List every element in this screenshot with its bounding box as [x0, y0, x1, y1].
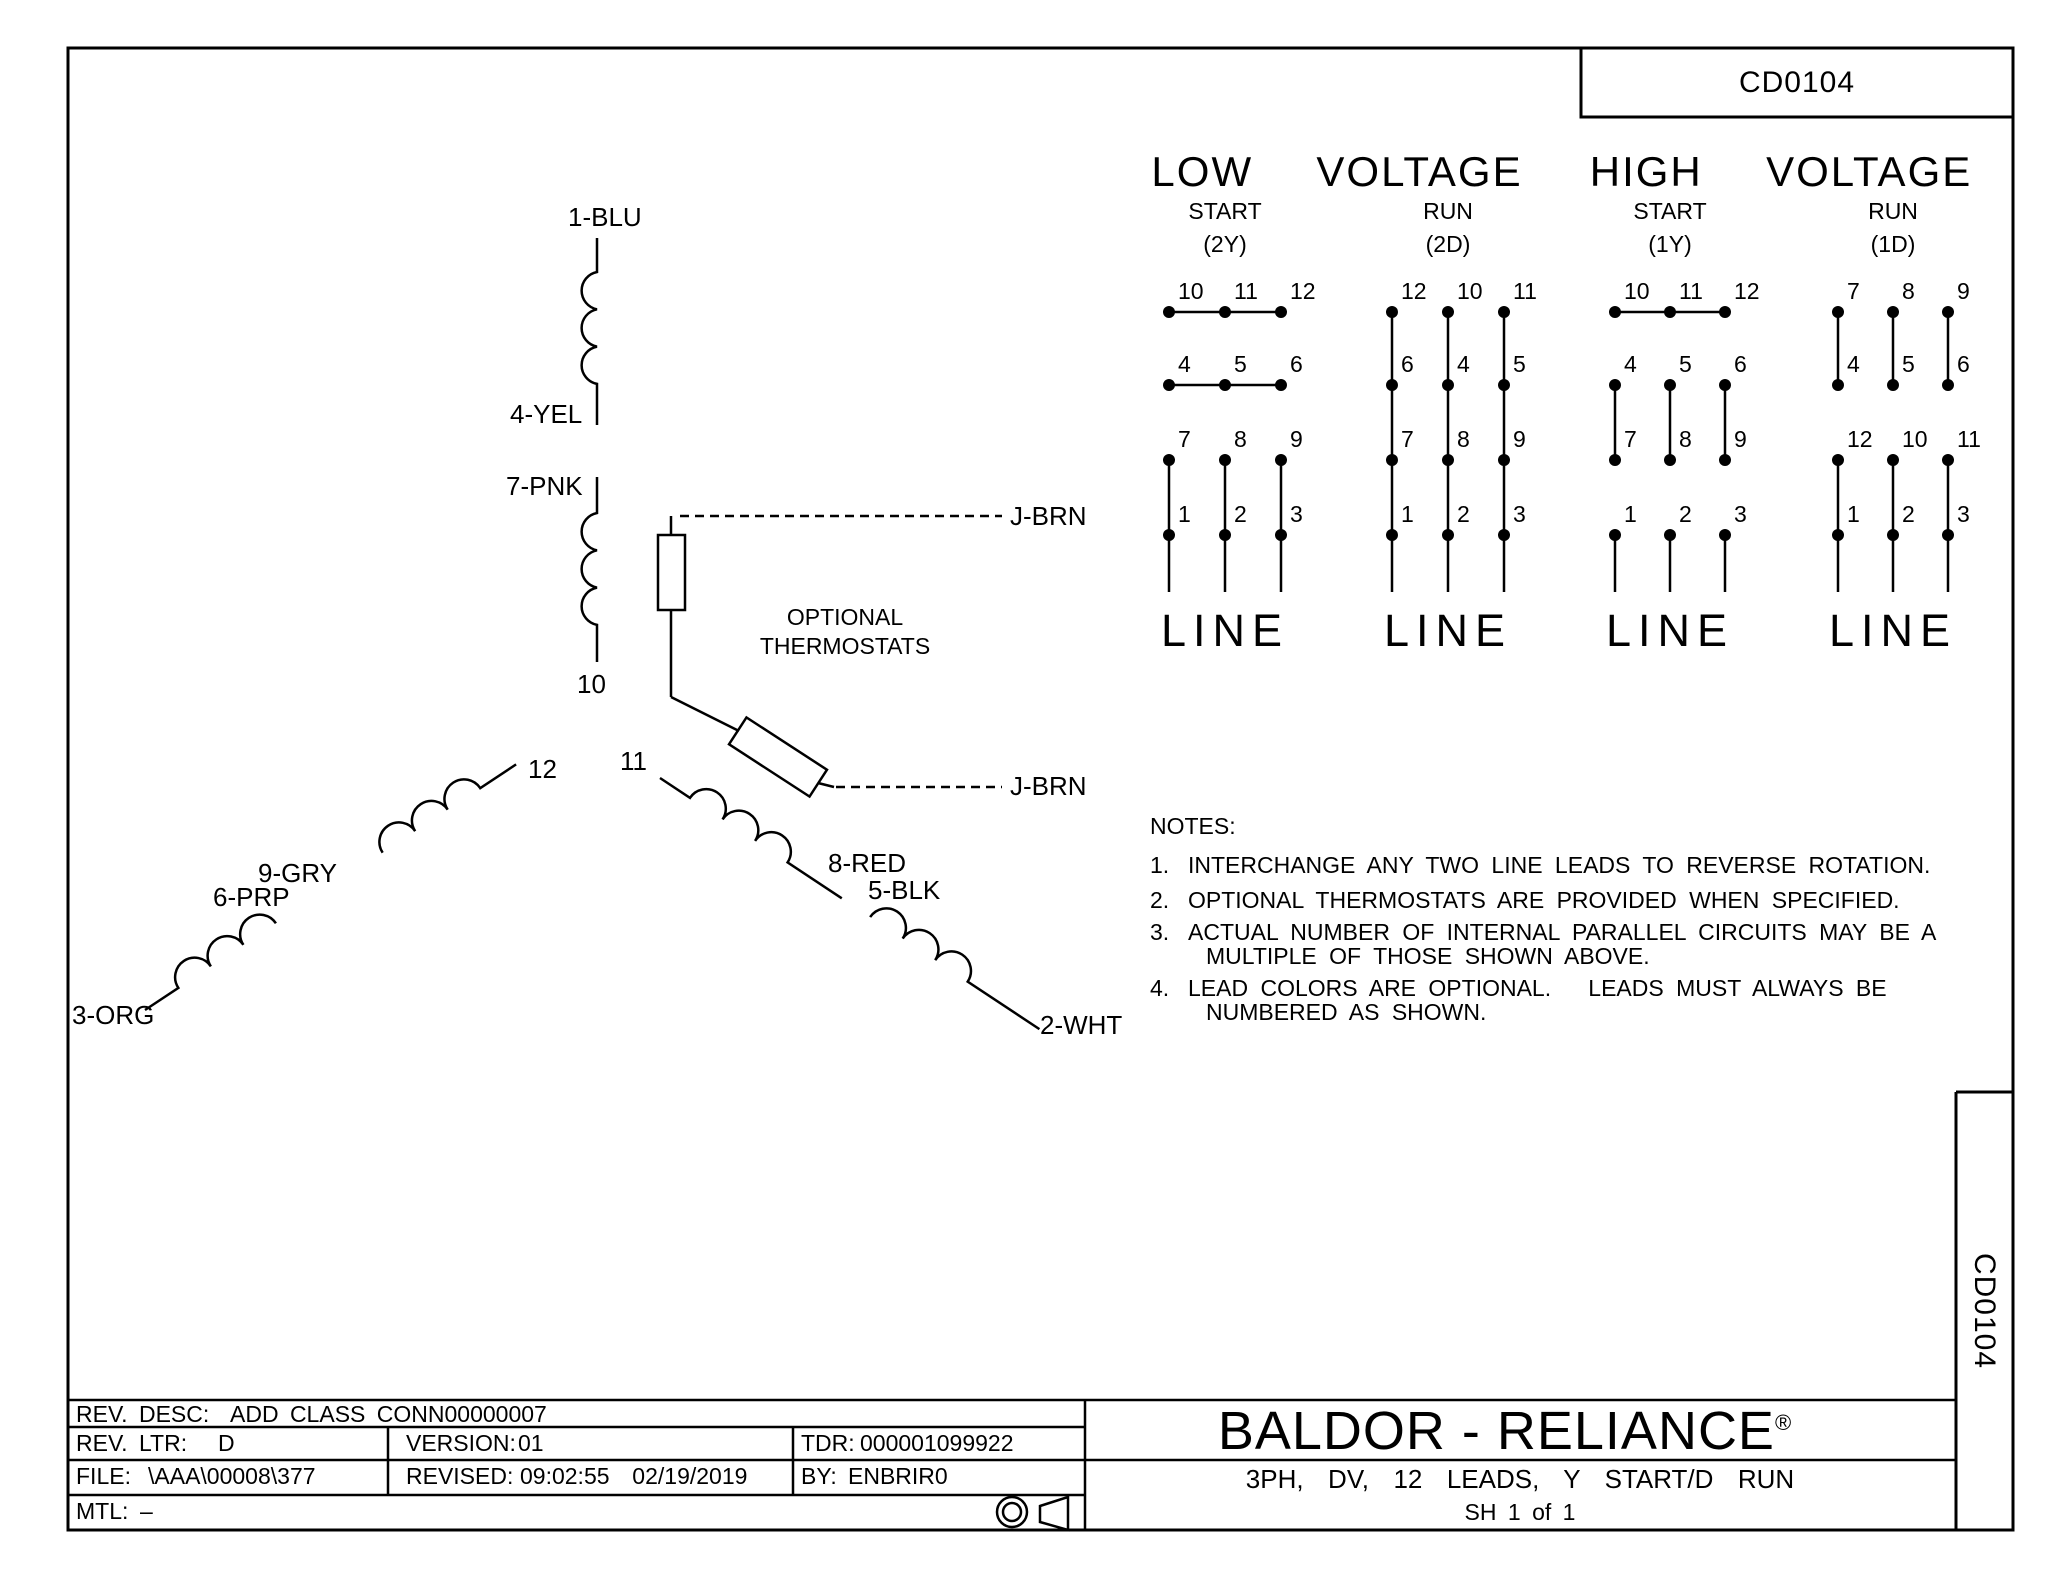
terminal-label: 1 — [1847, 501, 1860, 527]
header-start-2y: START — [1188, 198, 1262, 224]
terminal-label: 7 — [1624, 426, 1637, 452]
brand-name: BALDOR - RELIANCE — [1217, 1401, 1775, 1461]
rev-desc-value: ADD CLASS CONN00000007 — [230, 1401, 547, 1427]
terminal-label: 8 — [1234, 426, 1247, 452]
terminal-label: 11 — [1513, 278, 1537, 304]
lead-1-blu: 1-BLU — [568, 202, 642, 232]
terminal-label: 1 — [1401, 501, 1414, 527]
terminal-label: 2 — [1234, 501, 1247, 527]
notes-heading: NOTES: — [1150, 813, 1236, 839]
lead-4-yel: 4-YEL — [510, 399, 583, 429]
terminal-label: 2 — [1679, 501, 1692, 527]
terminal-label: 12 — [1847, 426, 1873, 452]
terminal-label: 1 — [1624, 501, 1637, 527]
note-1-num: 1. — [1150, 852, 1170, 878]
header-start-1y: START — [1633, 198, 1707, 224]
note-1-text: INTERCHANGE ANY TWO LINE LEADS TO REVERSE ROTATION. — [1188, 852, 1931, 878]
terminal-label: 5 — [1902, 351, 1915, 377]
lead-8-red: 8-RED — [828, 848, 907, 878]
terminal-label: 8 — [1902, 278, 1915, 304]
thermostat-2-tail — [818, 783, 834, 787]
file-value: \AAA\00008\377 — [148, 1463, 316, 1489]
terminal-label: 12 — [1290, 278, 1316, 304]
lead-3-org: 3-ORG — [72, 1000, 155, 1030]
terminal-label: 2 — [1902, 501, 1915, 527]
terminal-label: 2 — [1457, 501, 1470, 527]
projection-frustum-icon — [1040, 1497, 1068, 1530]
header-run-2d: RUN — [1423, 198, 1473, 224]
lead-10: 10 — [577, 669, 606, 699]
lead-5-blk: 5-BLK — [868, 875, 941, 905]
terminal-label: 1 — [1178, 501, 1191, 527]
note-2-text: OPTIONAL THERMOSTATS ARE PROVIDED WHEN SPECIFIED. — [1188, 887, 1900, 913]
revised-value: 09:02:55 02/19/2019 — [520, 1463, 748, 1489]
code-2y: (2Y) — [1203, 231, 1247, 257]
thermostat-diagonal-line — [671, 697, 739, 731]
terminal-label: 12 — [1734, 278, 1760, 304]
mtl-value: – — [140, 1498, 153, 1524]
thermostat-caption-line1: OPTIONAL — [786, 604, 904, 630]
doc-number-top: CD0104 — [1738, 66, 1856, 99]
note-2-num: 2. — [1150, 887, 1170, 913]
terminal-label: 9 — [1290, 426, 1303, 452]
terminal-label: 6 — [1734, 351, 1747, 377]
note-3-num: 3. — [1150, 919, 1170, 945]
sheet-number: SH 1 of 1 — [1464, 1499, 1576, 1525]
tdr-value: 000001099922 — [860, 1430, 1014, 1456]
lead-7-pnk: 7-PNK — [506, 471, 583, 501]
rev-ltr-value: D — [218, 1430, 235, 1456]
terminal-label: 10 — [1624, 278, 1650, 304]
doc-number-side: CD0104 — [1967, 1252, 2001, 1370]
terminal-label: 9 — [1513, 426, 1526, 452]
note-4-num: 4. — [1150, 975, 1170, 1001]
brand-title — [1218, 1403, 1792, 1460]
drawing-description: 3PH, DV, 12 LEADS, Y START/D RUN — [1245, 1464, 1795, 1494]
terminal-label: 11 — [1679, 278, 1703, 304]
terminal-label: 11 — [1234, 278, 1258, 304]
lead-j-brn-2: J-BRN — [1010, 771, 1087, 801]
mtl-label: MTL: — [76, 1498, 129, 1524]
terminal-label: 11 — [1957, 426, 1981, 452]
registered-mark-icon: ® — [1774, 1410, 1793, 1435]
terminal-label: 6 — [1957, 351, 1970, 377]
terminal-label: 7 — [1401, 426, 1414, 452]
version-label: VERSION: — [406, 1430, 516, 1456]
terminal-label: 5 — [1234, 351, 1247, 377]
winding-7-10-coil — [582, 477, 597, 662]
header-run-1d: RUN — [1868, 198, 1918, 224]
line-label-2y: LINE — [1160, 605, 1290, 656]
terminal-label: 8 — [1679, 426, 1692, 452]
file-label: FILE: — [76, 1463, 131, 1489]
code-1y: (1Y) — [1648, 231, 1692, 257]
terminal-label: 10 — [1457, 278, 1483, 304]
by-value: ENBRIR0 — [848, 1463, 948, 1489]
code-2d: (2D) — [1425, 231, 1471, 257]
terminal-label: 6 — [1401, 351, 1414, 377]
terminal-label: 4 — [1624, 351, 1637, 377]
lead-12: 12 — [528, 754, 557, 784]
terminal-label: 7 — [1847, 278, 1860, 304]
lead-j-brn-1: J-BRN — [1010, 501, 1087, 531]
terminal-label: 3 — [1957, 501, 1970, 527]
terminal-label: 4 — [1457, 351, 1470, 377]
high-voltage-title: HIGH VOLTAGE — [1589, 148, 1973, 195]
terminal-label: 10 — [1902, 426, 1928, 452]
note-4-text-line2: NUMBERED AS SHOWN. — [1206, 999, 1487, 1025]
version-value: 01 — [518, 1430, 544, 1456]
projection-symbols — [997, 1497, 1068, 1530]
lead-9-gry: 9-GRY — [258, 858, 337, 888]
line-label-1y: LINE — [1605, 605, 1735, 656]
projection-circle-outer-icon — [997, 1497, 1027, 1527]
rev-ltr-label: REV. LTR: — [76, 1430, 188, 1456]
terminal-label: 8 — [1457, 426, 1470, 452]
tdr-label: TDR: — [801, 1430, 855, 1456]
terminal-label: 3 — [1734, 501, 1747, 527]
terminal-label: 7 — [1178, 426, 1191, 452]
winding-11-8-5-2-coil — [660, 762, 1050, 1029]
terminal-label: 9 — [1957, 278, 1970, 304]
projection-circle-inner-icon — [1003, 1503, 1021, 1521]
line-label-2d: LINE — [1383, 605, 1513, 656]
winding-1-4-coil — [582, 238, 597, 425]
thermostat-2-symbol — [729, 717, 827, 796]
note-4-text: LEAD COLORS ARE OPTIONAL. LEADS MUST ALWAYS BE — [1188, 975, 1887, 1001]
lead-2-wht: 2-WHT — [1040, 1010, 1123, 1040]
revised-label: REVISED: — [406, 1463, 514, 1489]
terminal-label: 4 — [1178, 351, 1191, 377]
note-3-text-line2: MULTIPLE OF THOSE SHOWN ABOVE. — [1206, 943, 1650, 969]
low-voltage-title: LOW VOLTAGE — [1151, 148, 1523, 195]
terminal-label: 5 — [1513, 351, 1526, 377]
thermostat-caption-line2: THERMOSTATS — [759, 633, 931, 659]
terminal-label: 3 — [1290, 501, 1303, 527]
terminal-label: 4 — [1847, 351, 1860, 377]
terminal-label: 5 — [1679, 351, 1692, 377]
rev-desc-label: REV. DESC: — [76, 1401, 210, 1427]
note-3-text: ACTUAL NUMBER OF INTERNAL PARALLEL CIRCUITS MAY BE A — [1188, 919, 1937, 945]
line-label-1d: LINE — [1828, 605, 1958, 656]
by-label: BY: — [801, 1463, 837, 1489]
terminal-label: 6 — [1290, 351, 1303, 377]
lead-6-prp: 6-PRP — [213, 882, 290, 912]
terminal-label: 10 — [1178, 278, 1204, 304]
thermostat-1-symbol — [658, 535, 685, 610]
terminal-label: 3 — [1513, 501, 1526, 527]
code-1d: (1D) — [1870, 231, 1916, 257]
terminal-label: 9 — [1734, 426, 1747, 452]
terminal-label: 12 — [1401, 278, 1427, 304]
lead-11: 11 — [620, 746, 647, 776]
